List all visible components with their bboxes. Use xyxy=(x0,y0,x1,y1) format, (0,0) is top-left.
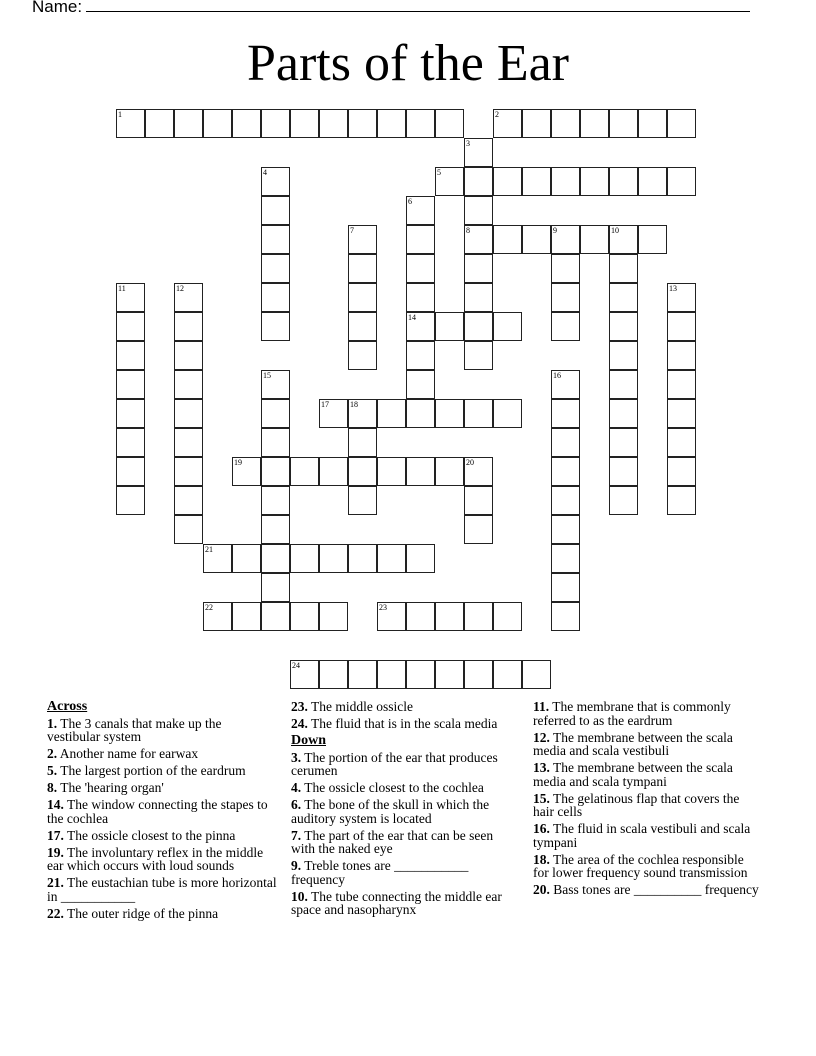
grid-cell[interactable] xyxy=(348,109,377,138)
grid-cell[interactable] xyxy=(348,660,377,689)
grid-cell[interactable] xyxy=(348,254,377,283)
across-clue xyxy=(47,764,277,778)
across-clue xyxy=(47,798,277,825)
grid-cell[interactable] xyxy=(406,660,435,689)
clue-number: 14 xyxy=(408,313,416,322)
page-title: Parts of the Ear xyxy=(246,35,569,92)
grid-cell[interactable] xyxy=(580,225,609,254)
grid-cell[interactable] xyxy=(319,544,348,573)
grid-cell[interactable] xyxy=(551,370,580,399)
clue-text: The window connecting the stapes to the cochlea xyxy=(47,797,268,826)
clue-num: 8. xyxy=(47,780,58,795)
clue-text: The gelatinous flap that covers the hair cells xyxy=(533,790,740,819)
grid-cell[interactable] xyxy=(261,573,290,602)
grid-cell[interactable] xyxy=(261,225,290,254)
across-heading: Across xyxy=(47,699,88,714)
clue-number: 10 xyxy=(611,226,619,235)
grid-cell[interactable] xyxy=(464,341,493,370)
grid-cell[interactable] xyxy=(551,602,580,631)
grid-cell[interactable] xyxy=(609,428,638,457)
clue-number: 22 xyxy=(205,603,213,612)
clue-text: The outer ridge of the pinna xyxy=(67,905,219,921)
grid-cell[interactable] xyxy=(174,312,203,341)
clue-number: 19 xyxy=(234,458,242,467)
grid-cell[interactable] xyxy=(638,109,667,138)
grid-cell[interactable] xyxy=(348,457,377,486)
clue-num: 6. xyxy=(291,797,302,812)
grid-cell[interactable] xyxy=(319,457,348,486)
grid-cell[interactable] xyxy=(261,457,290,486)
grid-cell[interactable] xyxy=(348,312,377,341)
clue-text: The membrane between the scala media and scala vestibuli xyxy=(533,729,733,758)
grid-cell[interactable] xyxy=(667,283,696,312)
across-clue xyxy=(47,907,277,921)
down-heading: Down xyxy=(291,733,327,748)
grid-cell[interactable] xyxy=(116,283,145,312)
across-clue xyxy=(47,829,277,843)
grid-cell[interactable] xyxy=(174,457,203,486)
grid-cell[interactable] xyxy=(464,167,493,196)
grid-cell[interactable] xyxy=(493,225,522,254)
down-clue xyxy=(533,822,761,849)
grid-cell[interactable] xyxy=(580,109,609,138)
grid-cell[interactable] xyxy=(261,283,290,312)
grid-cell[interactable] xyxy=(232,457,261,486)
clue-number: 11 xyxy=(118,284,126,293)
clue-num: 12. xyxy=(533,729,550,745)
grid-cell[interactable] xyxy=(406,196,435,225)
grid-cell[interactable] xyxy=(261,370,290,399)
grid-cell[interactable] xyxy=(319,109,348,138)
grid-cell[interactable] xyxy=(116,457,145,486)
clue-num: 13. xyxy=(533,760,550,775)
down-clue xyxy=(533,700,761,727)
grid-cell[interactable] xyxy=(290,544,319,573)
clues-column-2 xyxy=(291,700,519,920)
grid-cell[interactable] xyxy=(406,225,435,254)
clue-number: 9 xyxy=(553,226,557,235)
grid-cell[interactable] xyxy=(377,399,406,428)
clues-column-1 xyxy=(47,700,277,924)
grid-cell[interactable] xyxy=(261,515,290,544)
grid-cell[interactable] xyxy=(551,399,580,428)
clue-num: 11. xyxy=(533,699,550,714)
grid-cell[interactable] xyxy=(116,109,145,138)
clue-num: 20. xyxy=(533,882,550,897)
grid-cell[interactable] xyxy=(261,109,290,138)
clue-number: 15 xyxy=(263,371,271,380)
grid-cell[interactable] xyxy=(638,225,667,254)
across-clue xyxy=(291,700,519,714)
grid-cell[interactable] xyxy=(203,109,232,138)
clue-text: The involuntary reflex in the middle ear which occurs with loud sounds xyxy=(47,844,264,873)
grid-cell[interactable] xyxy=(435,167,464,196)
grid-cell[interactable] xyxy=(609,486,638,515)
clue-num: 15. xyxy=(533,790,550,806)
clue-number: 6 xyxy=(408,197,412,206)
clue-number: 5 xyxy=(437,168,441,177)
grid-cell[interactable] xyxy=(261,399,290,428)
grid-cell[interactable] xyxy=(290,457,319,486)
grid-cell[interactable] xyxy=(522,225,551,254)
grid-cell[interactable] xyxy=(261,544,290,573)
grid-cell[interactable] xyxy=(464,225,493,254)
grid-cell[interactable] xyxy=(319,660,348,689)
grid-cell[interactable] xyxy=(290,109,319,138)
grid-cell[interactable] xyxy=(609,312,638,341)
grid-cell[interactable] xyxy=(493,399,522,428)
grid-cell[interactable] xyxy=(493,660,522,689)
grid-cell[interactable] xyxy=(145,109,174,138)
grid-cell[interactable] xyxy=(174,283,203,312)
grid-cell[interactable] xyxy=(435,312,464,341)
clue-number: 24 xyxy=(292,661,300,670)
down-clue xyxy=(291,751,519,778)
grid-cell[interactable] xyxy=(551,109,580,138)
clue-text: The area of the cochlea responsible for lower frequency sound transmission xyxy=(533,851,748,880)
grid-cell[interactable] xyxy=(464,254,493,283)
clue-num: 17. xyxy=(47,827,64,843)
grid-cell[interactable] xyxy=(116,370,145,399)
clue-number: 21 xyxy=(205,545,213,554)
clue-text: The eustachian tube is more horizontal in ___________ xyxy=(47,875,277,904)
grid-cell[interactable] xyxy=(406,312,435,341)
grid-cell[interactable] xyxy=(377,457,406,486)
grid-cell[interactable] xyxy=(435,109,464,138)
grid-cell[interactable] xyxy=(667,341,696,370)
down-clue xyxy=(291,798,519,825)
clue-num: 19. xyxy=(47,844,64,860)
clue-text: The 'hearing organ' xyxy=(60,780,164,795)
grid-cell[interactable] xyxy=(551,312,580,341)
grid-cell[interactable] xyxy=(116,399,145,428)
clue-number: 23 xyxy=(379,603,387,612)
grid-cell[interactable] xyxy=(406,341,435,370)
grid-cell[interactable] xyxy=(232,109,261,138)
across-clue xyxy=(47,717,277,744)
down-clue xyxy=(533,883,761,897)
grid-cell[interactable] xyxy=(580,167,609,196)
clue-number: 16 xyxy=(553,371,561,380)
grid-cell[interactable] xyxy=(464,399,493,428)
clue-text: Another name for earwax xyxy=(59,746,199,761)
clue-number: 2 xyxy=(495,110,499,119)
grid-cell[interactable] xyxy=(609,399,638,428)
grid-cell[interactable] xyxy=(667,428,696,457)
grid-cell[interactable] xyxy=(406,457,435,486)
grid-cell[interactable] xyxy=(116,312,145,341)
grid-cell[interactable] xyxy=(551,486,580,515)
grid-cell[interactable] xyxy=(319,602,348,631)
clue-number: 1 xyxy=(118,110,122,119)
across-clue xyxy=(47,846,277,873)
grid-cell[interactable] xyxy=(609,109,638,138)
clue-text: The membrane between the scala media and scala tympani xyxy=(533,760,733,789)
grid-cell[interactable] xyxy=(261,428,290,457)
clue-text: The portion of the ear that produces cerumen xyxy=(291,749,498,778)
clue-text: The membrane that is commonly referred to as the eardrum xyxy=(533,699,731,728)
clue-number: 20 xyxy=(466,458,474,467)
grid-cell[interactable] xyxy=(406,254,435,283)
grid-cell[interactable] xyxy=(551,544,580,573)
grid-cell[interactable] xyxy=(638,167,667,196)
grid-cell[interactable] xyxy=(551,515,580,544)
clue-num: 16. xyxy=(533,821,550,836)
clue-text: The ossicle closest to the cochlea xyxy=(304,780,484,795)
grid-cell[interactable] xyxy=(609,254,638,283)
grid-cell[interactable] xyxy=(609,225,638,254)
clue-text: The 3 canals that make up the vestibular system xyxy=(47,715,222,744)
clue-text: The ossicle closest to the pinna xyxy=(67,827,236,843)
grid-cell[interactable] xyxy=(464,515,493,544)
grid-cell[interactable] xyxy=(174,399,203,428)
grid-cell[interactable] xyxy=(232,544,261,573)
clue-num: 14. xyxy=(47,797,64,812)
clues-column-3 xyxy=(533,700,761,900)
grid-cell[interactable] xyxy=(406,544,435,573)
grid-cell[interactable] xyxy=(464,660,493,689)
clue-number: 3 xyxy=(466,139,470,148)
clue-num: 18. xyxy=(533,851,550,867)
grid-cell[interactable] xyxy=(261,486,290,515)
clue-number: 12 xyxy=(176,284,184,293)
grid-cell[interactable] xyxy=(377,660,406,689)
grid-cell[interactable] xyxy=(667,167,696,196)
grid-cell[interactable] xyxy=(348,428,377,457)
clue-num: 3. xyxy=(291,749,302,765)
grid-cell[interactable] xyxy=(464,138,493,167)
grid-cell[interactable] xyxy=(261,312,290,341)
grid-cell[interactable] xyxy=(493,312,522,341)
grid-cell[interactable] xyxy=(174,428,203,457)
grid-cell[interactable] xyxy=(261,254,290,283)
clue-num: 10. xyxy=(291,888,308,904)
grid-cell[interactable] xyxy=(377,602,406,631)
clue-num: 9. xyxy=(291,858,302,873)
down-clue xyxy=(291,859,519,886)
name-label: Name: xyxy=(32,0,83,16)
across-clue xyxy=(47,747,277,761)
grid-cell[interactable] xyxy=(493,602,522,631)
clue-number: 18 xyxy=(350,400,358,409)
clue-num: 21. xyxy=(47,875,64,890)
grid-cell[interactable] xyxy=(464,196,493,225)
clue-number: 13 xyxy=(669,284,677,293)
grid-cell[interactable] xyxy=(261,196,290,225)
grid-cell[interactable] xyxy=(522,660,551,689)
clue-text: The bone of the skull in which the auditory system is located xyxy=(291,797,490,826)
clue-num: 24. xyxy=(291,716,308,731)
clue-num: 1. xyxy=(47,715,58,731)
across-clue xyxy=(291,717,519,731)
grid-cell[interactable] xyxy=(667,457,696,486)
down-clue xyxy=(533,731,761,758)
grid-cell[interactable] xyxy=(435,602,464,631)
grid-cell[interactable] xyxy=(406,283,435,312)
grid-cell[interactable] xyxy=(609,167,638,196)
clue-text: The middle ossicle xyxy=(311,699,413,714)
clue-number: 7 xyxy=(350,226,354,235)
grid-cell[interactable] xyxy=(609,283,638,312)
grid-cell[interactable] xyxy=(319,399,348,428)
grid-cell[interactable] xyxy=(435,660,464,689)
grid-cell[interactable] xyxy=(348,283,377,312)
down-clue xyxy=(291,781,519,795)
clue-number: 8 xyxy=(466,226,470,235)
grid-cell[interactable] xyxy=(290,660,319,689)
clue-text: The largest portion of the eardrum xyxy=(60,763,246,778)
grid-cell[interactable] xyxy=(609,341,638,370)
grid-cell[interactable] xyxy=(493,109,522,138)
down-clue xyxy=(291,829,519,856)
clue-num: 5. xyxy=(47,763,58,778)
grid-cell[interactable] xyxy=(667,370,696,399)
clue-num: 4. xyxy=(291,780,302,795)
grid-cell[interactable] xyxy=(464,283,493,312)
clue-text: The part of the ear that can be seen with the naked eye xyxy=(291,827,494,856)
down-clue xyxy=(291,890,519,917)
clue-text: The tube connecting the middle ear space and nasopharynx xyxy=(291,888,502,917)
grid-cell[interactable] xyxy=(406,399,435,428)
clue-text: Treble tones are ___________ frequency xyxy=(291,858,469,887)
grid-cell[interactable] xyxy=(174,109,203,138)
grid-cell[interactable] xyxy=(464,602,493,631)
grid-cell[interactable] xyxy=(348,225,377,254)
grid-cell[interactable] xyxy=(667,109,696,138)
clue-num: 2. xyxy=(47,746,58,761)
grid-cell[interactable] xyxy=(551,254,580,283)
grid-cell[interactable] xyxy=(464,312,493,341)
grid-cell[interactable] xyxy=(261,167,290,196)
grid-cell[interactable] xyxy=(522,167,551,196)
grid-cell[interactable] xyxy=(203,602,232,631)
grid-cell[interactable] xyxy=(551,167,580,196)
grid-cell[interactable] xyxy=(348,544,377,573)
grid-cell[interactable] xyxy=(551,225,580,254)
grid-cell[interactable] xyxy=(348,486,377,515)
grid-cell[interactable] xyxy=(116,428,145,457)
clue-text: The fluid that is in the scala media xyxy=(311,716,498,731)
clue-number: 4 xyxy=(263,168,267,177)
grid-cell[interactable] xyxy=(174,486,203,515)
grid-cell[interactable] xyxy=(406,602,435,631)
grid-cell[interactable] xyxy=(551,457,580,486)
grid-cell[interactable] xyxy=(203,544,232,573)
across-clue xyxy=(47,781,277,795)
grid-cell[interactable] xyxy=(348,341,377,370)
grid-cell[interactable] xyxy=(406,370,435,399)
grid-cell[interactable] xyxy=(232,602,261,631)
clue-number: 17 xyxy=(321,400,329,409)
grid-cell[interactable] xyxy=(348,399,377,428)
grid-cell[interactable] xyxy=(609,370,638,399)
grid-cell[interactable] xyxy=(464,457,493,486)
grid-cell[interactable] xyxy=(174,515,203,544)
grid-cell[interactable] xyxy=(667,399,696,428)
grid-cell[interactable] xyxy=(116,341,145,370)
grid-cell[interactable] xyxy=(174,341,203,370)
grid-cell[interactable] xyxy=(464,486,493,515)
grid-cell[interactable] xyxy=(290,602,319,631)
grid-cell[interactable] xyxy=(667,486,696,515)
grid-cell[interactable] xyxy=(551,428,580,457)
grid-cell[interactable] xyxy=(377,544,406,573)
down-clue xyxy=(533,792,761,819)
grid-cell[interactable] xyxy=(609,457,638,486)
grid-cell[interactable] xyxy=(435,399,464,428)
grid-cell[interactable] xyxy=(377,109,406,138)
grid-cell[interactable] xyxy=(493,167,522,196)
clue-text: Bass tones are __________ frequency xyxy=(553,882,759,897)
grid-cell[interactable] xyxy=(551,283,580,312)
grid-cell[interactable] xyxy=(522,109,551,138)
grid-cell[interactable] xyxy=(551,573,580,602)
grid-cell[interactable] xyxy=(406,109,435,138)
across-clue xyxy=(47,876,277,903)
grid-cell[interactable] xyxy=(435,457,464,486)
grid-cell[interactable] xyxy=(116,486,145,515)
clue-text: The fluid in scala vestibuli and scala tympani xyxy=(533,821,751,850)
grid-cell[interactable] xyxy=(261,602,290,631)
clue-num: 7. xyxy=(291,827,302,843)
down-clue xyxy=(533,761,761,788)
grid-cell[interactable] xyxy=(667,312,696,341)
clue-num: 23. xyxy=(291,699,308,714)
clue-num: 22. xyxy=(47,905,64,921)
down-clue xyxy=(533,853,761,880)
grid-cell[interactable] xyxy=(174,370,203,399)
